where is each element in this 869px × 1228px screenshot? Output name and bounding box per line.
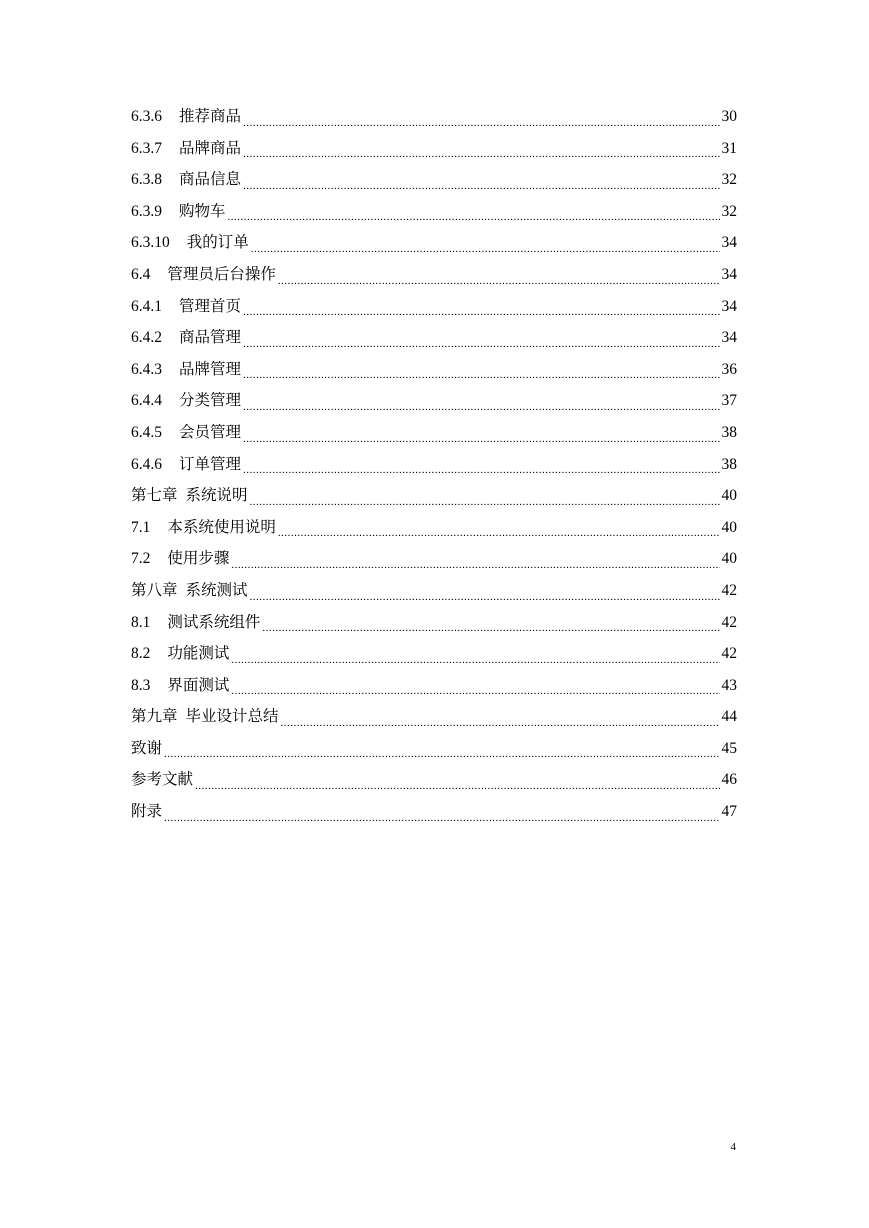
toc-entry-label (131, 733, 162, 765)
toc-entry-page: 44 (721, 708, 737, 726)
toc-entry-label (131, 133, 241, 165)
toc-entry-page: 47 (721, 803, 737, 821)
dot-leader (243, 164, 719, 196)
toc-entry-page: 32 (721, 202, 737, 220)
dot-leader (231, 670, 719, 702)
toc-entry-title: 毕业设计总结 (185, 708, 279, 726)
toc-entry-page: 34 (721, 329, 737, 347)
toc-entry-page: 40 (721, 487, 737, 505)
table-of-contents (131, 101, 737, 828)
toc-entry-number: 6.4.1 (131, 297, 162, 315)
toc-entry-label (131, 196, 226, 228)
toc-entry-title: 致谢 (131, 739, 163, 757)
toc-entry[interactable] (131, 796, 737, 828)
toc-entry[interactable] (131, 101, 737, 133)
toc-entry-title: 本系统使用说明 (167, 518, 276, 536)
toc-entry-label (131, 385, 241, 417)
toc-entry-page: 42 (721, 645, 737, 663)
toc-entry-label (131, 259, 276, 291)
toc-entry[interactable] (131, 196, 737, 228)
toc-entry-number: 6.4.5 (131, 423, 162, 441)
toc-entry-label (131, 322, 241, 354)
toc-entry[interactable] (131, 575, 737, 607)
toc-entry-label (131, 227, 249, 259)
toc-entry-page: 40 (721, 550, 737, 568)
toc-entry-title: 使用步骤 (167, 550, 230, 568)
toc-entry-number: 6.3.6 (131, 108, 162, 125)
toc-entry-label (131, 575, 248, 607)
toc-entry[interactable] (131, 733, 737, 765)
toc-entry-page: 46 (721, 771, 737, 789)
dot-leader (243, 417, 719, 449)
toc-entry-title: 附录 (131, 803, 163, 821)
toc-entry-page: 37 (721, 392, 737, 410)
toc-entry[interactable] (131, 227, 737, 259)
toc-entry-number: 8.1 (131, 613, 151, 631)
dot-leader (164, 733, 719, 765)
toc-entry[interactable] (131, 385, 737, 417)
dot-leader (243, 101, 719, 133)
toc-entry-number: 8.2 (131, 645, 151, 663)
toc-entry-page: 32 (721, 171, 737, 189)
toc-entry-number: 第九章 (131, 708, 178, 726)
toc-entry-label (131, 670, 229, 702)
toc-entry-number: 6.3.7 (131, 139, 162, 157)
page-number: 4 (730, 1141, 736, 1153)
toc-entry-title: 商品管理 (179, 329, 242, 347)
toc-entry-title: 管理首页 (179, 297, 242, 315)
toc-entry-label (131, 638, 229, 670)
toc-entry-label (131, 701, 279, 733)
toc-entry-number: 第八章 (131, 581, 178, 599)
toc-entry-label (131, 354, 241, 386)
toc-entry-title: 界面测试 (167, 676, 230, 694)
toc-entry-title: 订单管理 (179, 455, 242, 473)
toc-entry[interactable] (131, 701, 737, 733)
toc-entry[interactable] (131, 764, 737, 796)
toc-entry[interactable] (131, 259, 737, 291)
toc-entry-number: 7.1 (131, 518, 151, 536)
dot-leader (250, 575, 720, 607)
toc-entry-number: 6.3.9 (131, 202, 162, 220)
toc-entry[interactable] (131, 512, 737, 544)
dot-leader (195, 764, 719, 796)
toc-entry-number: 6.4.2 (131, 329, 162, 347)
toc-entry[interactable] (131, 322, 737, 354)
toc-entry-number: 6.4.6 (131, 455, 162, 473)
toc-entry-title: 推荐商品 (179, 108, 242, 125)
toc-entry[interactable] (131, 164, 737, 196)
toc-entry[interactable] (131, 354, 737, 386)
dot-leader (243, 133, 719, 165)
toc-entry-title: 测试系统组件 (167, 613, 261, 631)
toc-entry-title: 购物车 (179, 202, 226, 220)
toc-entry-page: 38 (721, 423, 737, 441)
toc-entry-label (131, 512, 276, 544)
dot-leader (278, 259, 720, 291)
toc-entry-number: 8.3 (131, 676, 151, 694)
toc-entry-label (131, 480, 248, 512)
toc-entry-number: 6.3.8 (131, 171, 162, 189)
toc-entry-title: 系统说明 (185, 487, 248, 505)
dot-leader (278, 512, 720, 544)
toc-entry-label (131, 101, 241, 133)
toc-entry[interactable] (131, 133, 737, 165)
dot-leader (243, 291, 719, 323)
dot-leader (231, 543, 719, 575)
toc-entry-label (131, 164, 241, 196)
toc-entry-label (131, 417, 241, 449)
toc-entry-label (131, 291, 241, 323)
dot-leader (243, 354, 719, 386)
toc-entry-label (131, 543, 229, 575)
toc-entry-title: 功能测试 (167, 645, 230, 663)
toc-entry-number: 6.3.10 (131, 234, 170, 252)
toc-entry-label (131, 449, 241, 481)
toc-entry-page: 43 (721, 676, 737, 694)
toc-entry[interactable] (131, 543, 737, 575)
toc-entry-title: 会员管理 (179, 423, 242, 441)
toc-entry[interactable] (131, 449, 737, 481)
toc-entry-number: 6.4.3 (131, 360, 162, 378)
toc-entry-title: 系统测试 (185, 581, 248, 599)
toc-entry-title: 品牌商品 (179, 139, 242, 157)
toc-entry[interactable] (131, 291, 737, 323)
toc-entry-title: 我的订单 (186, 234, 249, 252)
dot-leader (228, 196, 720, 228)
toc-entry[interactable] (131, 480, 737, 512)
toc-entry[interactable] (131, 670, 737, 702)
toc-entry-page: 38 (721, 455, 737, 473)
toc-entry[interactable] (131, 638, 737, 670)
toc-entry-title: 管理员后台操作 (167, 265, 276, 283)
toc-entry-page: 34 (721, 297, 737, 315)
toc-entry-page: 31 (721, 139, 737, 157)
toc-entry[interactable] (131, 417, 737, 449)
toc-entry-label (131, 764, 193, 796)
dot-leader (243, 449, 719, 481)
toc-entry-label (131, 607, 260, 639)
toc-entry-number: 6.4.4 (131, 392, 162, 410)
toc-entry-page: 40 (721, 518, 737, 536)
toc-entry-label (131, 796, 162, 828)
dot-leader (281, 701, 720, 733)
toc-entry-title: 品牌管理 (179, 360, 242, 378)
dot-leader (243, 385, 719, 417)
dot-leader (243, 322, 719, 354)
toc-entry-page: 34 (721, 234, 737, 252)
toc-entry[interactable] (131, 607, 737, 639)
toc-entry-page: 30 (721, 108, 737, 125)
toc-entry-number: 7.2 (131, 550, 151, 568)
dot-leader (164, 796, 719, 828)
dot-leader (262, 607, 719, 639)
toc-entry-number: 6.4 (131, 265, 151, 283)
toc-entry-title: 参考文献 (131, 771, 194, 789)
toc-entry-page: 36 (721, 360, 737, 378)
dot-leader (250, 480, 720, 512)
toc-entry-number: 第七章 (131, 487, 178, 505)
toc-entry-page: 42 (721, 613, 737, 631)
toc-entry-title: 商品信息 (179, 171, 242, 189)
dot-leader (251, 227, 720, 259)
toc-entry-title: 分类管理 (179, 392, 242, 410)
toc-entry-page: 34 (721, 265, 737, 283)
toc-entry-page: 42 (721, 581, 737, 599)
toc-entry-page: 45 (721, 739, 737, 757)
dot-leader (231, 638, 719, 670)
